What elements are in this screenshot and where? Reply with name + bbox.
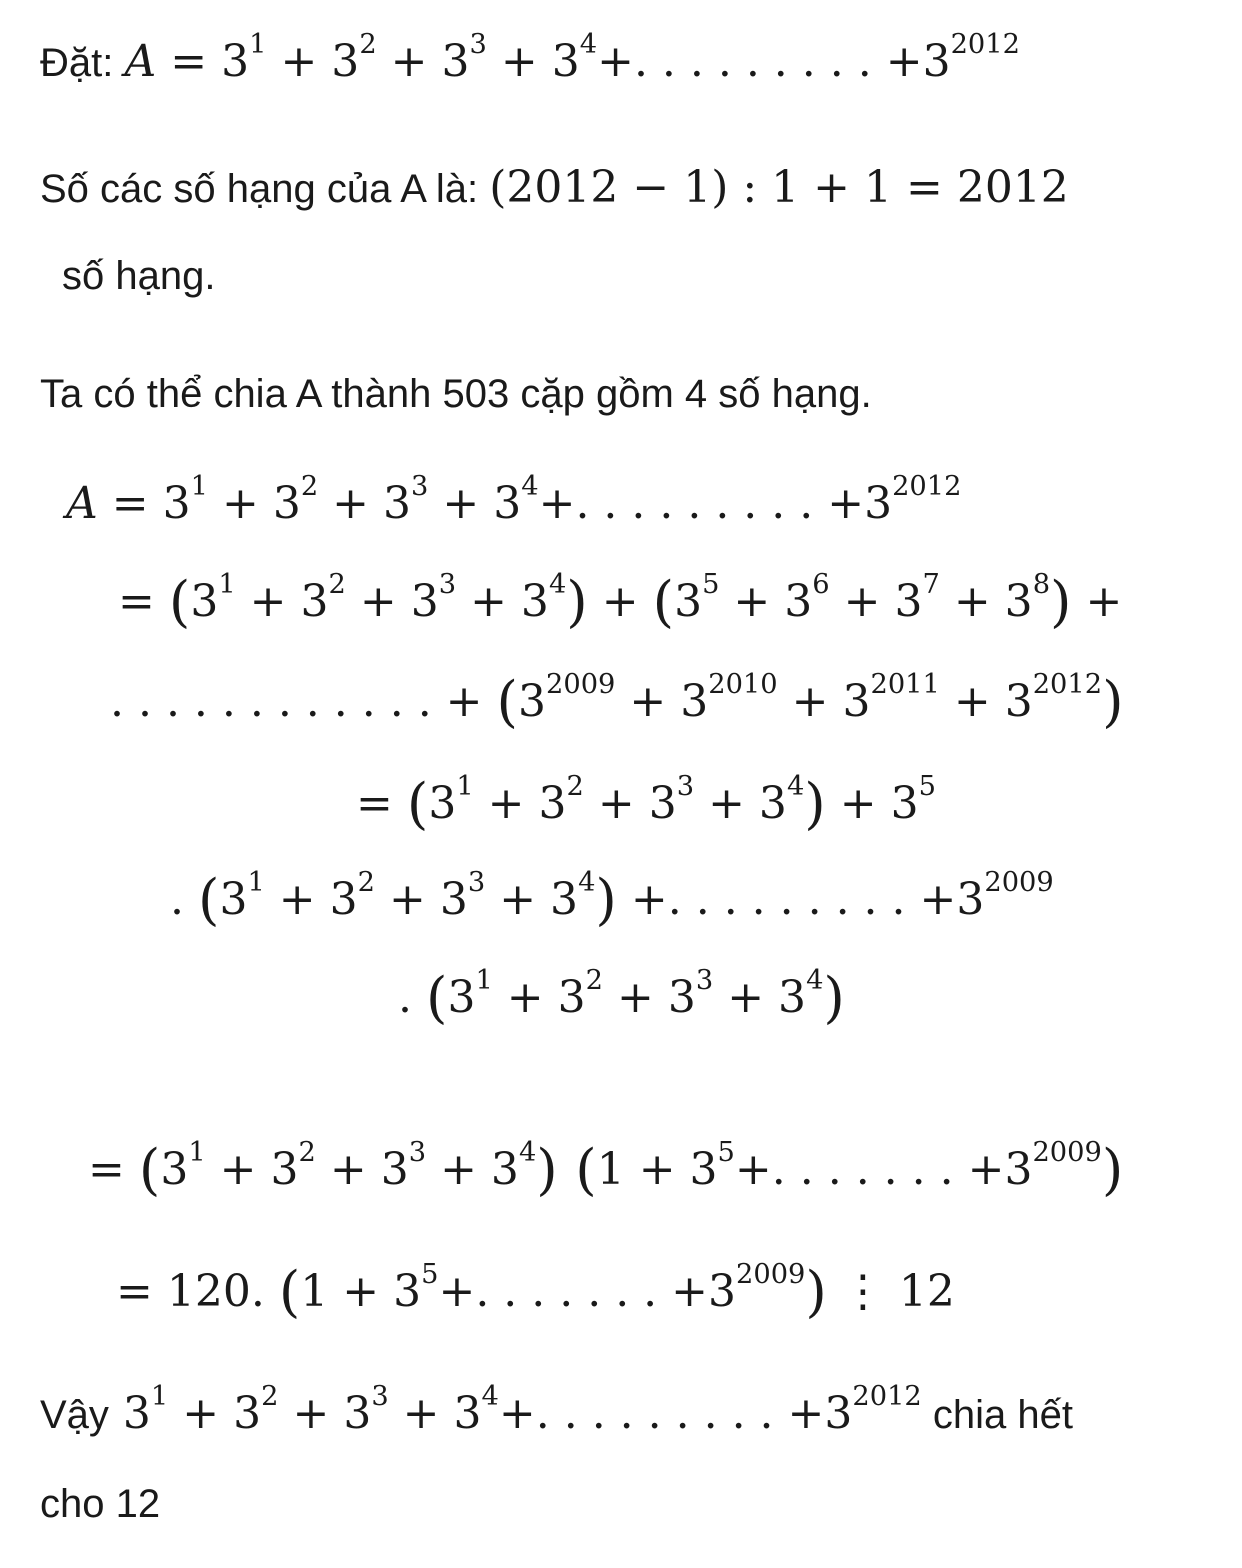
line-1 bbox=[40, 28, 1020, 87]
equation-2: = $(3^1 + 3^2 + 3^3 + 3^4) + (3^5 + 3^6 + 3^7 + 3^8)$ + bbox=[118, 568, 1123, 634]
term-count-label: Số các số hạng của A là: bbox=[40, 167, 479, 211]
equation-5: . $(3^1 + 3^2 + 3^3 + 3^4)$ +. . . . . . . . . $+3^{2009}$ bbox=[170, 866, 1054, 932]
dat-label-text: Đặt: bbox=[40, 41, 114, 85]
line-1-math: $A = 3^1 + 3^2 + 3^3 + 3^4+$. . . . . . . . . $+3^{2012}$ bbox=[124, 28, 1020, 87]
equation-8: = 120. ($1 + 3^5+$. . . . . . . $+3^{2009}$) ⋮ 12 bbox=[116, 1258, 955, 1324]
equation-1: $A = 3^1 + 3^2 + 3^3 + 3^4+$. . . . . . . . . $+3^{2012}$ bbox=[66, 470, 962, 529]
equation-3: . . . . . . . . . . . . + $(3^{2009} + 3^{2010} + 3^{2011} + 3^{2012})$ bbox=[110, 668, 1124, 734]
line-3: số hạng. bbox=[62, 254, 216, 298]
conclusion-math: $3^1 + 3^2 + 3^3 + 3^4+$. . . . . . . . . $+3^{2012}$ bbox=[108, 1380, 922, 1439]
line-10: cho 12 bbox=[40, 1482, 161, 1526]
conclusion-tail: chia hết bbox=[921, 1393, 1073, 1437]
conclusion-line bbox=[40, 1380, 1073, 1439]
equation-4: = $(3^1 + 3^2 + 3^3 + 3^4) + 3^5$ bbox=[356, 770, 936, 836]
line-4: Ta có thể chia A thành 503 cặp gồm 4 số hạng. bbox=[40, 372, 872, 416]
term-count-math: (2012 − 1) : 1 + 1 = 2012 bbox=[489, 162, 1069, 213]
conclusion-label: Vậy bbox=[40, 1393, 109, 1437]
equation-6: . $(3^1 + 3^2 + 3^3 + 3^4)$ bbox=[398, 964, 845, 1030]
line-2 bbox=[40, 162, 1069, 213]
equation-7: = $(3^1 + 3^2 + 3^3 + 3^4) (1 + 3^5+$. . . . . . . $+3^{2009}$) bbox=[88, 1136, 1124, 1202]
